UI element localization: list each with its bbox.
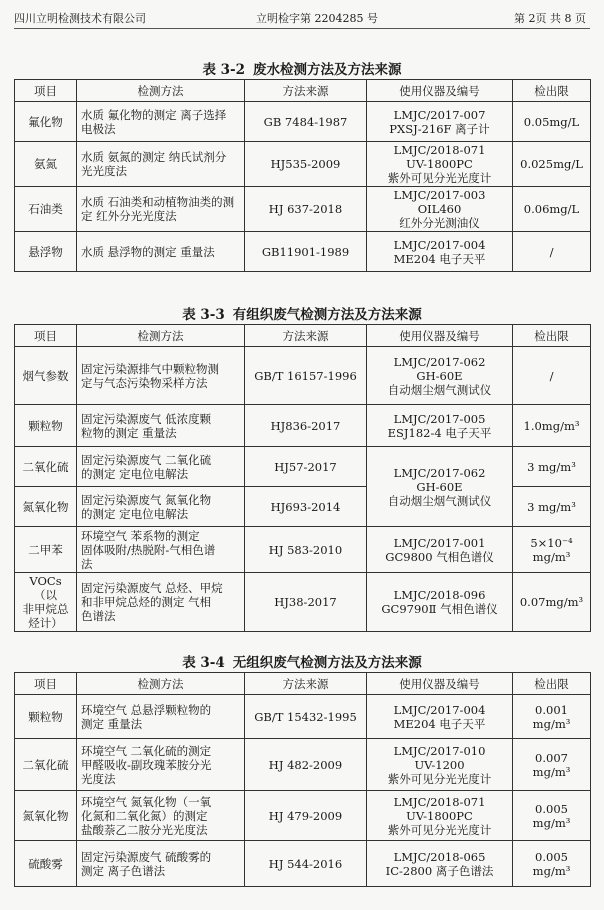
method-text: 的测定 定电位电解法 bbox=[81, 466, 189, 481]
table-caption bbox=[0, 651, 604, 671]
table-row bbox=[15, 187, 591, 232]
source-cell: GB 7484-1987 bbox=[245, 102, 367, 142]
source-cell: HJ 637-2018 bbox=[245, 187, 367, 232]
limit-cell bbox=[513, 187, 591, 232]
item-text: 氨氮 bbox=[34, 157, 57, 171]
instrument-cell bbox=[367, 405, 513, 447]
method-text: 测定 重量法 bbox=[81, 716, 143, 731]
method-cell bbox=[77, 791, 245, 841]
method-cell bbox=[77, 102, 245, 142]
limit-text: / bbox=[549, 244, 554, 259]
method-cell bbox=[77, 739, 245, 791]
table-caption bbox=[0, 58, 604, 78]
table-caption-title: 废水检测方法及方法来源 bbox=[253, 62, 402, 78]
method-text: 水质 石油类和动植物油类的测 bbox=[81, 195, 235, 209]
source-cell: HJ 482-2009 bbox=[245, 739, 367, 791]
instrument-text: LMJC/2017-062 bbox=[393, 465, 486, 480]
item-cell bbox=[15, 232, 77, 272]
item-cell bbox=[15, 739, 77, 791]
table-caption-number: 表 3-3 bbox=[182, 307, 225, 323]
instrument-cell bbox=[367, 142, 513, 187]
method-table bbox=[14, 324, 591, 632]
table-header-row bbox=[15, 673, 591, 695]
column-header: 使用仪器及编号 bbox=[367, 80, 513, 102]
limit-cell bbox=[513, 487, 591, 527]
instrument-cell bbox=[367, 347, 513, 405]
limit-text: mg/m³ bbox=[532, 549, 571, 564]
source-cell: HJ693-2014 bbox=[245, 487, 367, 527]
method-text: 定 红外分光光度法 bbox=[81, 209, 177, 223]
instrument-text: LMJC/2017-001 bbox=[393, 535, 486, 550]
table-row bbox=[15, 527, 591, 573]
table-row bbox=[15, 405, 591, 447]
item-cell bbox=[15, 102, 77, 142]
column-header: 方法来源 bbox=[245, 80, 367, 102]
instrument-text: LMJC/2017-004 bbox=[393, 702, 486, 717]
column-header: 方法来源 bbox=[245, 673, 367, 695]
item-text: 二氧化硫 bbox=[22, 459, 69, 474]
limit-cell bbox=[513, 405, 591, 447]
table-row bbox=[15, 232, 591, 272]
method-table bbox=[14, 672, 591, 887]
limit-text: / bbox=[549, 368, 554, 383]
item-cell bbox=[15, 573, 77, 632]
table-row bbox=[15, 791, 591, 841]
item-cell bbox=[15, 841, 77, 887]
limit-text: 3 mg/m³ bbox=[527, 499, 576, 514]
source-cell: HJ 583-2010 bbox=[245, 527, 367, 573]
item-cell bbox=[15, 447, 77, 487]
method-text: 环境空气 苯系物的测定 bbox=[81, 528, 200, 543]
table-caption-title: 无组织废气检测方法及方法来源 bbox=[232, 655, 422, 671]
method-text: 环境空气 氮氧化物（一氧 bbox=[81, 794, 212, 809]
instrument-text: LMJC/2017-003 bbox=[393, 188, 486, 202]
limit-cell bbox=[513, 695, 591, 739]
column-header: 检出限 bbox=[513, 325, 591, 347]
method-text: 甲醛吸收-副玫瑰苯胺分光 bbox=[81, 757, 212, 772]
limit-cell bbox=[513, 232, 591, 272]
instrument-text: 红外分光测油仪 bbox=[399, 216, 480, 230]
instrument-cell bbox=[367, 447, 513, 527]
instrument-cell bbox=[367, 573, 513, 632]
table-row bbox=[15, 739, 591, 791]
item-text: 二氧化硫 bbox=[22, 757, 69, 772]
limit-text: 1.0mg/m³ bbox=[523, 418, 580, 433]
method-cell bbox=[77, 187, 245, 232]
item-text: 烃计） bbox=[28, 616, 63, 630]
method-cell bbox=[77, 527, 245, 573]
instrument-cell bbox=[367, 791, 513, 841]
limit-text: 0.005 mg/m³ bbox=[532, 849, 571, 878]
source-cell: HJ 479-2009 bbox=[245, 791, 367, 841]
instrument-cell bbox=[367, 841, 513, 887]
method-cell bbox=[77, 487, 245, 527]
instrument-text: GC9790Ⅱ 气相色谱仪 bbox=[381, 602, 498, 616]
method-text: 环境空气 总悬浮颗粒物的 bbox=[81, 702, 212, 717]
method-text: 环境空气 二氧化硫的测定 bbox=[81, 743, 212, 758]
limit-text: 0.007 mg/m³ bbox=[532, 750, 571, 779]
method-text: 定与气态污染物采样方法 bbox=[81, 375, 208, 390]
item-text: 非甲烷总 bbox=[22, 602, 69, 616]
column-header: 方法来源 bbox=[245, 325, 367, 347]
source-cell: HJ 544-2016 bbox=[245, 841, 367, 887]
instrument-text: 自动烟尘烟气测试仪 bbox=[387, 382, 492, 397]
instrument-text: LMJC/2017-007 bbox=[393, 107, 486, 122]
source-cell: GB11901-1989 bbox=[245, 232, 367, 272]
table-row bbox=[15, 447, 591, 487]
item-cell bbox=[15, 405, 77, 447]
column-header: 项目 bbox=[15, 673, 77, 695]
method-text: 化氮和二氧化氮）的测定 bbox=[81, 808, 208, 823]
column-header: 检测方法 bbox=[77, 325, 245, 347]
item-text: 烟气参数 bbox=[22, 368, 69, 383]
method-text: 固定污染源废气 氮氧化物 bbox=[81, 492, 212, 507]
limit-text: 0.07mg/m³ bbox=[519, 595, 584, 609]
table-row bbox=[15, 573, 591, 632]
source-cell: GB/T 15432-1995 bbox=[245, 695, 367, 739]
limit-cell bbox=[513, 573, 591, 632]
method-text: 法 bbox=[81, 556, 93, 571]
source-cell: HJ57-2017 bbox=[245, 447, 367, 487]
source-cell: GB/T 16157-1996 bbox=[245, 347, 367, 405]
column-header: 项目 bbox=[15, 80, 77, 102]
instrument-text: UV-1800PC bbox=[406, 157, 473, 171]
limit-text: 0.05mg/L bbox=[523, 114, 580, 129]
item-text: 硫酸雾 bbox=[28, 856, 63, 871]
method-text: 盐酸萘乙二胺分光光度法 bbox=[81, 822, 208, 837]
method-text: 粒物的测定 重量法 bbox=[81, 425, 177, 440]
column-header: 使用仪器及编号 bbox=[367, 325, 513, 347]
table-caption bbox=[0, 303, 604, 323]
instrument-text: 紫外可见分光光度计 bbox=[387, 771, 492, 786]
column-header: 使用仪器及编号 bbox=[367, 673, 513, 695]
table-row bbox=[15, 142, 591, 187]
limit-text: 0.001 mg/m³ bbox=[532, 702, 571, 731]
method-text: 电极法 bbox=[81, 121, 116, 136]
limit-cell bbox=[513, 347, 591, 405]
limit-cell bbox=[513, 841, 591, 887]
method-cell bbox=[77, 142, 245, 187]
table-row bbox=[15, 841, 591, 887]
method-cell bbox=[77, 573, 245, 632]
item-text: 氟化物 bbox=[28, 114, 63, 129]
method-text: 固定污染源废气 总烃、甲烷 bbox=[81, 581, 223, 595]
instrument-text: UV-1200 bbox=[414, 757, 465, 772]
instrument-text: LMJC/2018-065 bbox=[393, 849, 486, 864]
item-text: 氮氧化物 bbox=[22, 499, 69, 514]
method-text: 固定污染源废气 低浓度颗 bbox=[81, 411, 212, 426]
instrument-text: 紫外可见分光光度计 bbox=[387, 171, 492, 185]
table-row bbox=[15, 347, 591, 405]
instrument-cell bbox=[367, 102, 513, 142]
limit-text: 0.005 mg/m³ bbox=[532, 801, 571, 830]
column-header: 检出限 bbox=[513, 80, 591, 102]
item-cell bbox=[15, 791, 77, 841]
company-name: 四川立明检测技术有限公司 bbox=[14, 12, 146, 25]
limit-cell bbox=[513, 447, 591, 487]
instrument-text: LMJC/2018-071 bbox=[393, 794, 486, 809]
item-cell bbox=[15, 142, 77, 187]
instrument-text: GC9800 气相色谱仪 bbox=[385, 549, 494, 564]
table-row bbox=[15, 695, 591, 739]
method-cell bbox=[77, 405, 245, 447]
method-cell bbox=[77, 232, 245, 272]
instrument-text: 紫外可见分光光度计 bbox=[387, 822, 492, 837]
item-text: 颗粒物 bbox=[28, 418, 63, 433]
method-cell bbox=[77, 347, 245, 405]
source-cell: HJ38-2017 bbox=[245, 573, 367, 632]
table-header-row bbox=[15, 325, 591, 347]
instrument-text: GH-60E bbox=[416, 479, 463, 494]
instrument-text: UV-1800PC bbox=[406, 808, 473, 823]
column-header: 检测方法 bbox=[77, 673, 245, 695]
limit-cell bbox=[513, 791, 591, 841]
instrument-text: LMJC/2017-010 bbox=[393, 743, 486, 758]
limit-cell bbox=[513, 739, 591, 791]
item-text: 颗粒物 bbox=[28, 709, 63, 724]
instrument-text: ME204 电子天平 bbox=[393, 251, 486, 266]
instrument-text: LMJC/2017-062 bbox=[393, 354, 486, 369]
method-text: 固定污染源废气 硫酸雾的 bbox=[81, 849, 212, 864]
limit-cell bbox=[513, 527, 591, 573]
instrument-cell bbox=[367, 187, 513, 232]
method-text: 的测定 定电位电解法 bbox=[81, 506, 189, 521]
instrument-cell bbox=[367, 739, 513, 791]
table-header-row bbox=[15, 80, 591, 102]
column-header: 项目 bbox=[15, 325, 77, 347]
method-text: 固定污染源排气中颗粒物测 bbox=[81, 361, 219, 376]
method-cell bbox=[77, 447, 245, 487]
item-text: VOCs（以 bbox=[29, 574, 62, 602]
limit-text: 3 mg/m³ bbox=[527, 459, 576, 474]
instrument-text: ESJ182-4 电子天平 bbox=[387, 425, 492, 440]
instrument-text: LMJC/2018-096 bbox=[393, 588, 486, 602]
method-text: 色谱法 bbox=[81, 609, 116, 623]
method-cell bbox=[77, 841, 245, 887]
method-text: 测定 离子色谱法 bbox=[81, 863, 166, 878]
item-cell bbox=[15, 487, 77, 527]
method-cell bbox=[77, 695, 245, 739]
source-cell: HJ535-2009 bbox=[245, 142, 367, 187]
limit-cell bbox=[513, 142, 591, 187]
item-cell bbox=[15, 187, 77, 232]
instrument-text: IC-2800 离子色谱法 bbox=[385, 863, 494, 878]
method-text: 和非甲烷总烃的测定 气相 bbox=[81, 595, 212, 609]
report-number: 立明检字第 2204285 号 bbox=[256, 12, 378, 25]
instrument-text: 自动烟尘烟气测试仪 bbox=[387, 493, 492, 508]
method-text: 水质 氨氮的测定 纳氏试剂分 bbox=[81, 150, 227, 164]
item-cell bbox=[15, 527, 77, 573]
page-header bbox=[14, 6, 590, 29]
method-text: 光光度法 bbox=[81, 164, 127, 178]
item-cell bbox=[15, 695, 77, 739]
method-text: 固定污染源废气 二氧化硫 bbox=[81, 452, 212, 467]
instrument-cell bbox=[367, 695, 513, 739]
method-text: 水质 悬浮物的测定 重量法 bbox=[81, 244, 215, 259]
limit-text: 0.06mg/L bbox=[523, 202, 580, 216]
limit-text: 5×10⁻⁴ bbox=[530, 535, 573, 550]
item-cell bbox=[15, 347, 77, 405]
column-header: 检出限 bbox=[513, 673, 591, 695]
instrument-text: ME204 电子天平 bbox=[393, 716, 486, 731]
method-text: 光度法 bbox=[81, 771, 116, 786]
instrument-text: PXSJ-216F 离子计 bbox=[389, 121, 490, 136]
method-text: 固体吸附/热脱附-气相色谱 bbox=[81, 542, 216, 557]
method-table bbox=[14, 79, 591, 272]
page-number: 第 2页 共 8 页 bbox=[514, 12, 586, 25]
item-text: 石油类 bbox=[28, 202, 63, 216]
limit-text: 0.025mg/L bbox=[520, 157, 583, 171]
table-caption-number: 表 3-2 bbox=[202, 62, 246, 78]
instrument-text: LMJC/2017-004 bbox=[393, 237, 486, 252]
instrument-text: LMJC/2018-071 bbox=[393, 143, 486, 157]
item-text: 二甲苯 bbox=[28, 542, 63, 557]
table-caption-title: 有组织废气检测方法及方法来源 bbox=[232, 307, 422, 323]
item-text: 悬浮物 bbox=[28, 244, 63, 259]
instrument-text: OIL460 bbox=[417, 202, 462, 216]
method-text: 水质 氟化物的测定 离子选择 bbox=[81, 107, 227, 122]
table-caption-number: 表 3-4 bbox=[182, 655, 225, 671]
instrument-cell bbox=[367, 232, 513, 272]
instrument-text: GH-60E bbox=[416, 368, 463, 383]
table-row bbox=[15, 102, 591, 142]
instrument-text: LMJC/2017-005 bbox=[393, 411, 486, 426]
instrument-cell bbox=[367, 527, 513, 573]
item-text: 氮氧化物 bbox=[22, 808, 69, 823]
column-header: 检测方法 bbox=[77, 80, 245, 102]
source-cell: HJ836-2017 bbox=[245, 405, 367, 447]
limit-cell bbox=[513, 102, 591, 142]
